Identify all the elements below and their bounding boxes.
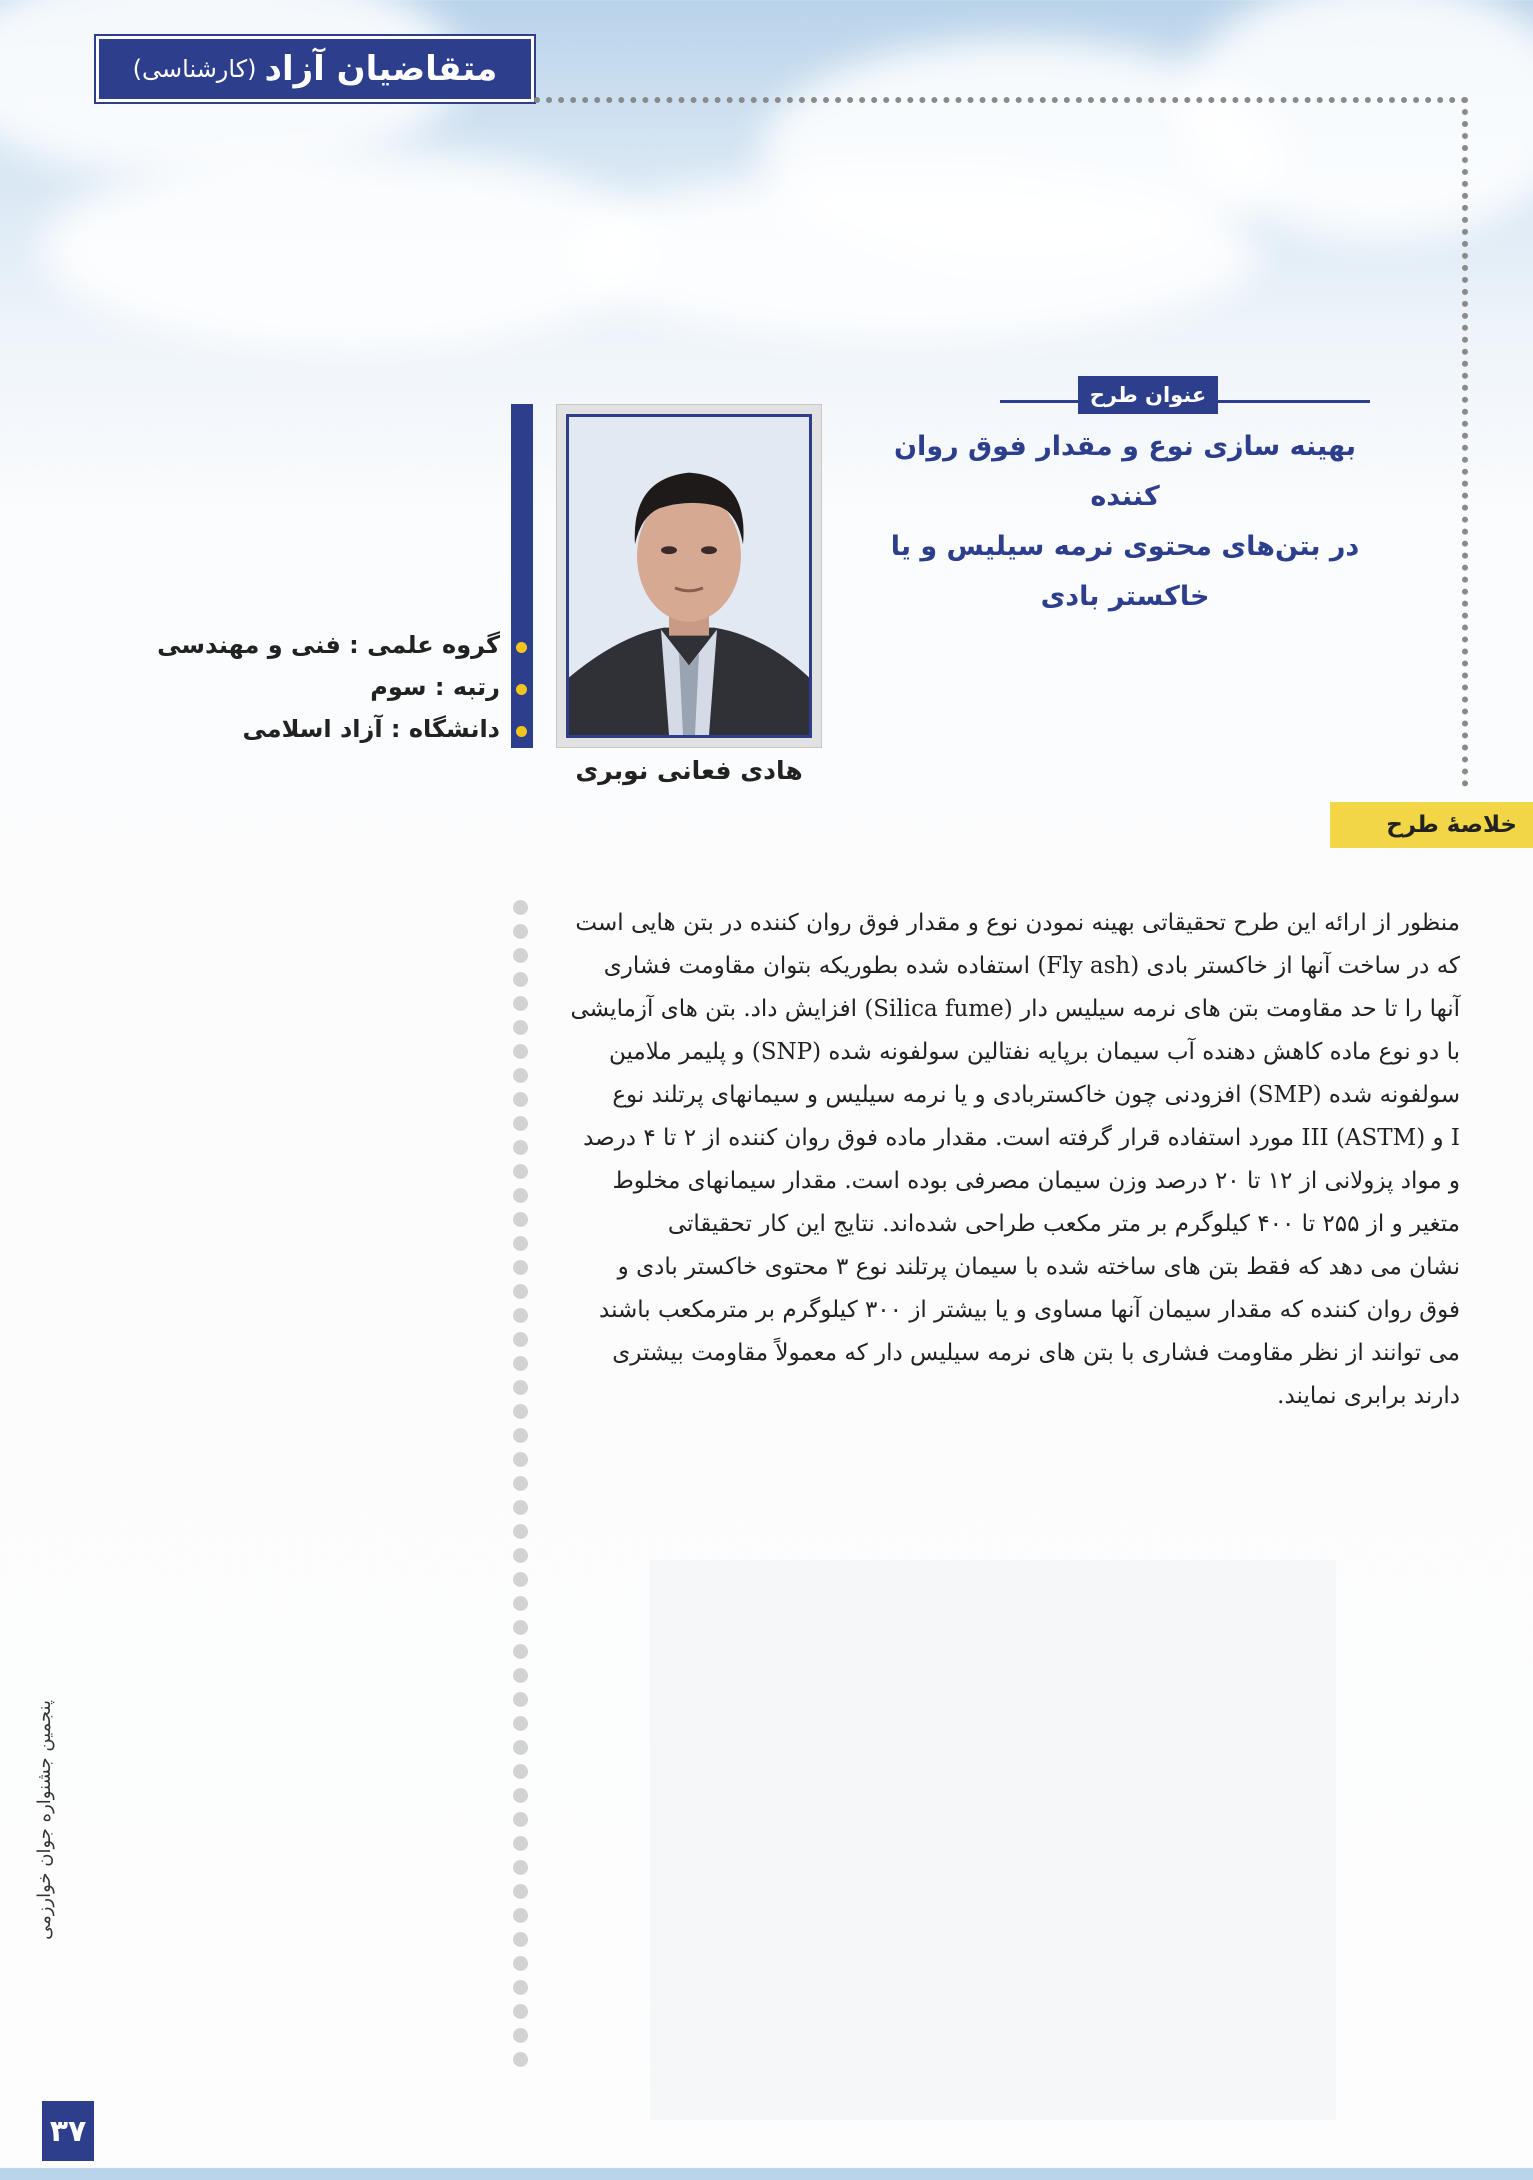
bullet-dot: [516, 684, 527, 695]
cloud-decoration: [560, 170, 1260, 340]
column-dot: [513, 1260, 528, 1275]
dotted-column: [513, 900, 529, 2080]
column-dot: [513, 1092, 528, 1107]
column-dot: [513, 1740, 528, 1755]
column-dot: [513, 1644, 528, 1659]
project-title-line: خاکستر بادی: [1040, 581, 1210, 612]
bullet-dot: [516, 642, 527, 653]
column-dot: [513, 1140, 528, 1155]
summary-body: [560, 902, 1460, 1418]
summary-line: آنها را تا حد مقاومت بتن های نرمه سیلیس دار (Silica fume) افزایش داد. بتن های آزمایشی: [570, 996, 1460, 1022]
summary-line: متغیر و از ۲۵۵ تا ۴۰۰ کیلوگرم بر متر مکعب طراحی شده‌اند. نتایج این کار تحقیقاتی: [667, 1211, 1460, 1237]
person-info-list: [120, 624, 500, 750]
summary-line: I و III (ASTM) مورد استفاده قرار گرفته است. مقدار ماده فوق روان کننده از ۲ تا ۴ درصد: [583, 1125, 1460, 1151]
column-dot: [513, 1116, 528, 1131]
column-dot: [513, 1236, 528, 1251]
summary-line: می توانند از نظر مقاومت فشاری با بتن های نرمه سیلیس دار که معمولاً مقاومت بیشتری: [612, 1340, 1460, 1366]
info-item-group: گروه علمی : فنی و مهندسی: [157, 631, 500, 659]
summary-line: دارند برابری نمایند.: [1277, 1383, 1460, 1409]
column-dot: [513, 900, 528, 915]
info-item-rank: رتبه : سوم: [370, 673, 500, 701]
column-dot: [513, 1452, 528, 1467]
column-dot: [513, 1212, 528, 1227]
column-dot: [513, 1188, 528, 1203]
summary-line: با دو نوع ماده کاهش دهنده آب سیمان برپایه نفتالین سولفونه شده (SNP) و پلیمر ملامین: [608, 1039, 1460, 1065]
project-title-line: در بتن‌های محتوی نرمه سیلیس و یا: [890, 531, 1360, 562]
column-dot: [513, 2052, 528, 2067]
column-dot: [513, 1332, 528, 1347]
faded-background-panel: [650, 1560, 1336, 2120]
column-dot: [513, 1692, 528, 1707]
side-footer-text: پنجمین جشنواره جوان خوارزمی: [34, 1700, 55, 1940]
section-header-title: متقاضیان آزاد: [264, 49, 498, 89]
column-dot: [513, 1572, 528, 1587]
bullet-dot: [516, 726, 527, 737]
project-title-label: عنوان طرح: [1078, 376, 1218, 414]
column-dot: [513, 1476, 528, 1491]
column-dot: [513, 1308, 528, 1323]
column-dot: [513, 996, 528, 1011]
portrait-photo-frame: [556, 404, 822, 748]
column-dot: [513, 1596, 528, 1611]
column-dot: [513, 948, 528, 963]
page-number: ۳۷: [42, 2101, 94, 2161]
column-dot: [513, 1284, 528, 1299]
section-header: [96, 36, 534, 102]
column-dot: [513, 1668, 528, 1683]
dotted-border-right: [1462, 97, 1468, 787]
column-dot: [513, 1164, 528, 1179]
summary-line: که در ساخت آنها از خاکستر بادی (Fly ash) استفاده شده بطوریکه بتوان مقاومت فشاری: [603, 953, 1460, 979]
column-dot: [513, 1380, 528, 1395]
project-title: [875, 422, 1375, 622]
portrait-photo: [566, 414, 812, 738]
section-header-subtitle: (کارشناسی): [132, 55, 257, 83]
column-dot: [513, 1764, 528, 1779]
summary-line: و مواد پزولانی از ۱۲ تا ۲۰ درصد وزن سیمان مصرفی بوده است. مقدار سیمانهای مخلوط: [612, 1168, 1460, 1194]
column-dot: [513, 1044, 528, 1059]
project-title-line: بهینه سازی نوع و مقدار فوق روان کننده: [894, 431, 1356, 512]
summary-label: خلاصهٔ طرح: [1330, 802, 1533, 848]
column-dot: [513, 1716, 528, 1731]
summary-line: نشان می دهد که فقط بتن های ساخته شده با سیمان پرتلند نوع ۳ محتوی خاکستر بادی و: [617, 1254, 1460, 1280]
column-dot: [513, 1980, 528, 1995]
summary-line: منظور از ارائه این طرح تحقیقاتی بهینه نمودن نوع و مقدار فوق روان کننده در بتن هایی است: [575, 910, 1460, 936]
column-dot: [513, 1836, 528, 1851]
summary-line: سولفونه شده (SMP) افزودنی چون خاکستربادی و یا نرمه سیلیس و سیمانهای پرتلند نوع: [612, 1082, 1460, 1108]
column-dot: [513, 1500, 528, 1515]
column-dot: [513, 1524, 528, 1539]
column-dot: [513, 972, 528, 987]
column-dot: [513, 1068, 528, 1083]
project-title-label-wrap: [1000, 376, 1370, 410]
column-dot: [513, 1548, 528, 1563]
column-dot: [513, 2004, 528, 2019]
dotted-border-top: [534, 97, 1468, 103]
column-dot: [513, 1860, 528, 1875]
column-dot: [513, 2028, 528, 2043]
portrait-illustration: [569, 417, 809, 735]
info-item-university: دانشگاه : آزاد اسلامی: [242, 715, 500, 743]
column-dot: [513, 1884, 528, 1899]
column-dot: [513, 1812, 528, 1827]
column-dot: [513, 1020, 528, 1035]
column-dot: [513, 1908, 528, 1923]
person-name: هادی فعانی نوبری: [575, 756, 803, 785]
column-dot: [513, 1620, 528, 1635]
column-dot: [513, 1956, 528, 1971]
column-dot: [513, 1356, 528, 1371]
column-dot: [513, 1788, 528, 1803]
info-vertical-bar: [511, 404, 533, 748]
column-dot: [513, 1932, 528, 1947]
column-dot: [513, 1428, 528, 1443]
column-dot: [513, 924, 528, 939]
summary-line: فوق روان کننده که مقدار سیمان آنها مساوی و یا بیشتر از ۳۰۰ کیلوگرم بر مترمکعب باشند: [599, 1297, 1460, 1323]
column-dot: [513, 1404, 528, 1419]
